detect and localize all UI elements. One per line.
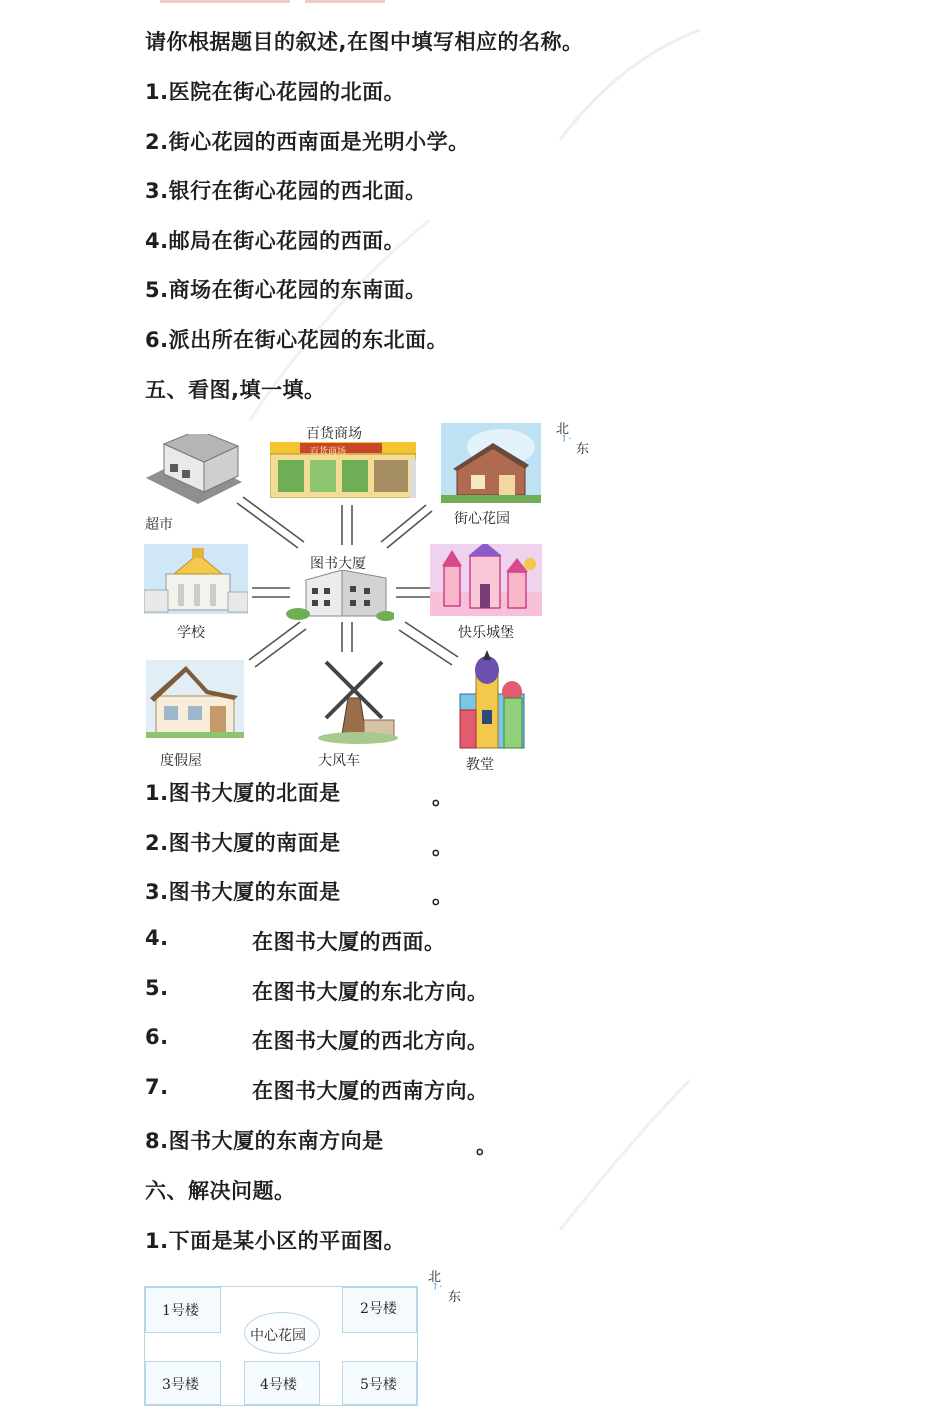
question-7-number: 7.: [145, 1075, 169, 1099]
church-icon: [456, 650, 528, 750]
question-8-tail: 。: [476, 1134, 497, 1158]
label-book-building: 图书大厦: [310, 556, 366, 572]
plan-compass-arrow-icon: ↑·: [431, 1282, 443, 1293]
book-building-icon: [286, 570, 394, 622]
label-holiday-house: 度假屋: [160, 753, 202, 769]
question-5-number: 5.: [145, 976, 169, 1000]
clue-6: 6.派出所在街心花园的东北面。: [145, 328, 449, 352]
question-6: 在图书大厦的西北方向。: [252, 1029, 489, 1053]
building-2-label: 2号楼: [360, 1301, 397, 1317]
question-6-number: 6.: [145, 1025, 169, 1049]
plan-compass-north-label: 北: [428, 1270, 442, 1285]
clue-4: 4.邮局在街心花园的西面。: [145, 229, 406, 253]
store-sign-text: 百货商场: [310, 447, 347, 457]
plan-compass: [428, 1266, 462, 1305]
label-department-store: 百货商场: [306, 426, 362, 442]
question-3-tail: 。: [432, 884, 453, 908]
question-3: 3.图书大厦的东面是: [145, 880, 341, 904]
clue-3: 3.银行在街心花园的西北面。: [145, 179, 427, 203]
compass-north-label: 北: [556, 422, 570, 437]
question-1-tail: 。: [432, 785, 453, 809]
question-4: 在图书大厦的西面。: [252, 930, 446, 954]
plan-compass-east-label: 东: [448, 1290, 462, 1305]
question-5: 在图书大厦的东北方向。: [252, 980, 489, 1004]
central-garden-icon: [441, 423, 541, 503]
building-5-label: 5号楼: [360, 1377, 397, 1393]
question-2: 2.图书大厦的南面是: [145, 831, 341, 855]
building-4-label: 4号楼: [260, 1377, 297, 1393]
building-1-label: 1号楼: [162, 1303, 199, 1319]
school-icon: [144, 544, 248, 614]
question-7: 在图书大厦的西南方向。: [252, 1079, 489, 1103]
clue-2: 2.街心花园的西南面是光明小学。: [145, 130, 470, 154]
supermarket-icon: [146, 434, 242, 506]
clue-5: 5.商场在街心花园的东南面。: [145, 278, 427, 302]
question-1: 1.图书大厦的北面是: [145, 781, 341, 805]
label-windmill: 大风车: [318, 753, 360, 769]
label-happy-castle: 快乐城堡: [458, 625, 514, 641]
label-school: 学校: [177, 625, 205, 641]
question-2-tail: 。: [432, 835, 453, 859]
label-church: 教堂: [466, 757, 494, 773]
happy-castle-icon: [430, 544, 542, 616]
label-central-garden: 街心花园: [454, 511, 510, 527]
windmill-icon: [318, 654, 398, 744]
question-8: 8.图书大厦的东南方向是: [145, 1129, 384, 1153]
section5-title: 五、看图,填一填。: [145, 378, 326, 402]
section6-question-1: 1.下面是某小区的平面图。: [145, 1229, 406, 1253]
label-supermarket: 超市: [145, 517, 173, 533]
holiday-house-icon: [146, 660, 244, 738]
central-garden-label: 中心花园: [250, 1328, 306, 1344]
section6-title: 六、解决问题。: [145, 1179, 296, 1203]
compass-east-label: 东: [576, 442, 590, 457]
compass-arrow-icon: ↑·: [560, 434, 572, 445]
clue-1: 1.医院在街心花园的北面。: [145, 80, 406, 104]
intro-text: 请你根据题目的叙述,在图中填写相应的名称。: [145, 30, 584, 54]
question-4-number: 4.: [145, 926, 169, 950]
building-3-label: 3号楼: [162, 1377, 199, 1393]
